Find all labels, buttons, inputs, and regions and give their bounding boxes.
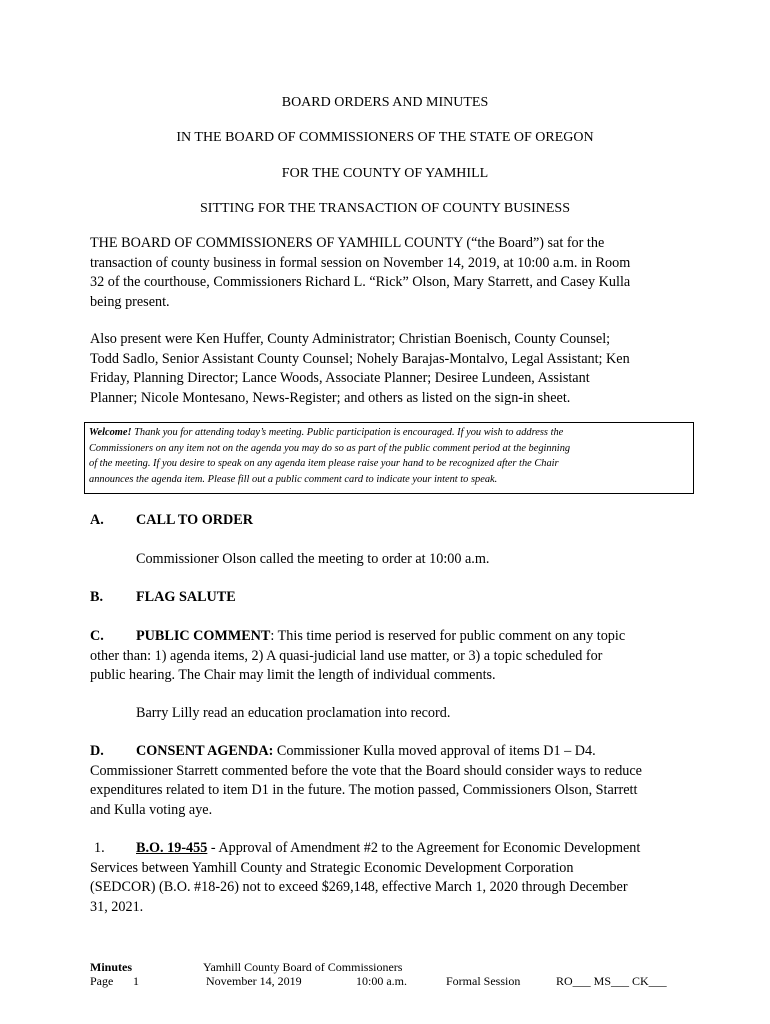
section-c-letter: C. <box>90 628 104 644</box>
footer-date: November 14, 2019 <box>206 974 302 988</box>
footer-page-number: 1 <box>133 974 139 988</box>
attendees-line: Also present were Ken Huffer, County Administrator; Christian Boenisch, County Counsel; <box>90 331 611 347</box>
section-c-note: Barry Lilly read an education proclamation into record. <box>136 705 451 721</box>
section-d-title: CONSENT AGENDA: <box>136 743 274 759</box>
intro-line: transaction of county business in formal session on November 14, 2019, at 10:00 a.m. in Room <box>90 254 631 271</box>
section-c-text: : This time period is reserved for public comment on any topic <box>270 628 626 644</box>
section-a-letter: A. <box>90 512 104 528</box>
footer-minutes: Minutes <box>90 960 132 974</box>
section-d-text: Commissioner Starrett commented before the vote that the Board should consider ways to reduce <box>90 762 642 779</box>
attendees-paragraph <box>90 330 690 408</box>
section-d-paragraph <box>90 742 690 820</box>
welcome-text: Commissioners on any item not on the agenda you may do so as part of the public comment period at the beginning <box>89 442 571 454</box>
footer-page-label: Page <box>90 974 114 988</box>
item-text: Services between Yamhill County and Strategic Economic Development Corporation <box>90 859 574 876</box>
board-order-number: B.O. 19-455 <box>136 840 208 856</box>
section-b-letter: B. <box>90 589 104 605</box>
intro-line: THE BOARD OF COMMISSIONERS OF YAMHILL COUNTY (“the Board”) sat for the <box>90 235 605 251</box>
footer-initials: RO___ MS___ CK___ <box>556 974 667 988</box>
item-text: 31, 2021. <box>90 898 144 915</box>
section-c-title: PUBLIC COMMENT <box>136 628 271 644</box>
doc-heading-2: IN THE BOARD OF COMMISSIONERS OF THE STATE OF OREGON <box>176 130 594 145</box>
welcome-text: announces the agenda item. Please fill out a public comment card to indicate your intent to speak. <box>89 473 498 485</box>
section-a-body: Commissioner Olson called the meeting to order at 10:00 a.m. <box>136 551 490 567</box>
welcome-notice-box <box>84 422 694 494</box>
footer-board-name: Yamhill County Board of Commissioners <box>203 960 403 974</box>
item-text: - Approval of Amendment #2 to the Agreement for Economic Development <box>207 840 641 856</box>
footer-time: 10:00 a.m. <box>356 974 407 988</box>
section-d-letter: D. <box>90 743 104 759</box>
doc-heading-1: BOARD ORDERS AND MINUTES <box>281 95 489 110</box>
attendees-line: Todd Sadlo, Senior Assistant County Counsel; Nohely Barajas-Montalvo, Legal Assistant; Ken <box>90 350 630 367</box>
doc-heading-3: FOR THE COUNTY OF YAMHILL <box>281 166 489 181</box>
section-c-paragraph <box>90 627 690 686</box>
welcome-text: Thank you for attending today’s meeting. Public participation is encouraged. If you wish to address the <box>131 427 564 438</box>
section-d-text: and Kulla voting aye. <box>90 801 213 818</box>
attendees-line: Planner; Nicole Montesano, News-Register; and others as listed on the sign-in sheet. <box>90 389 571 406</box>
section-d-text: expenditures related to item D1 in the future. The motion passed, Commissioners Olson, Starrett <box>90 782 638 798</box>
section-c-text: other than: 1) agenda items, 2) A quasi-judicial land use matter, or 3) a topic scheduled for <box>90 647 603 664</box>
intro-paragraph <box>90 234 690 312</box>
footer-session: Formal Session <box>446 974 521 988</box>
item-number: 1. <box>94 840 105 856</box>
section-a-title: CALL TO ORDER <box>136 512 253 528</box>
consent-item-1 <box>90 839 690 917</box>
doc-heading-4: SITTING FOR THE TRANSACTION OF COUNTY BUSINESS <box>200 201 570 216</box>
item-text: (SEDCOR) (B.O. #18-26) not to exceed $269,148, effective March 1, 2020 through December <box>90 879 628 895</box>
welcome-text: of the meeting. If you desire to speak on any agenda item please raise your hand to be recognized after the Chair <box>89 458 559 470</box>
welcome-label: Welcome! <box>89 427 132 438</box>
section-b-title: FLAG SALUTE <box>136 589 236 605</box>
attendees-line: Friday, Planning Director; Lance Woods, Associate Planner; Desiree Lundeen, Assistant <box>90 370 590 386</box>
intro-line: 32 of the courthouse, Commissioners Richard L. “Rick” Olson, Mary Starrett, and Casey Kulla <box>90 274 631 290</box>
section-d-text: Commissioner Kulla moved approval of items D1 – D4. <box>273 743 596 759</box>
intro-line: being present. <box>90 293 170 310</box>
section-c-text: public hearing. The Chair may limit the length of individual comments. <box>90 667 496 683</box>
